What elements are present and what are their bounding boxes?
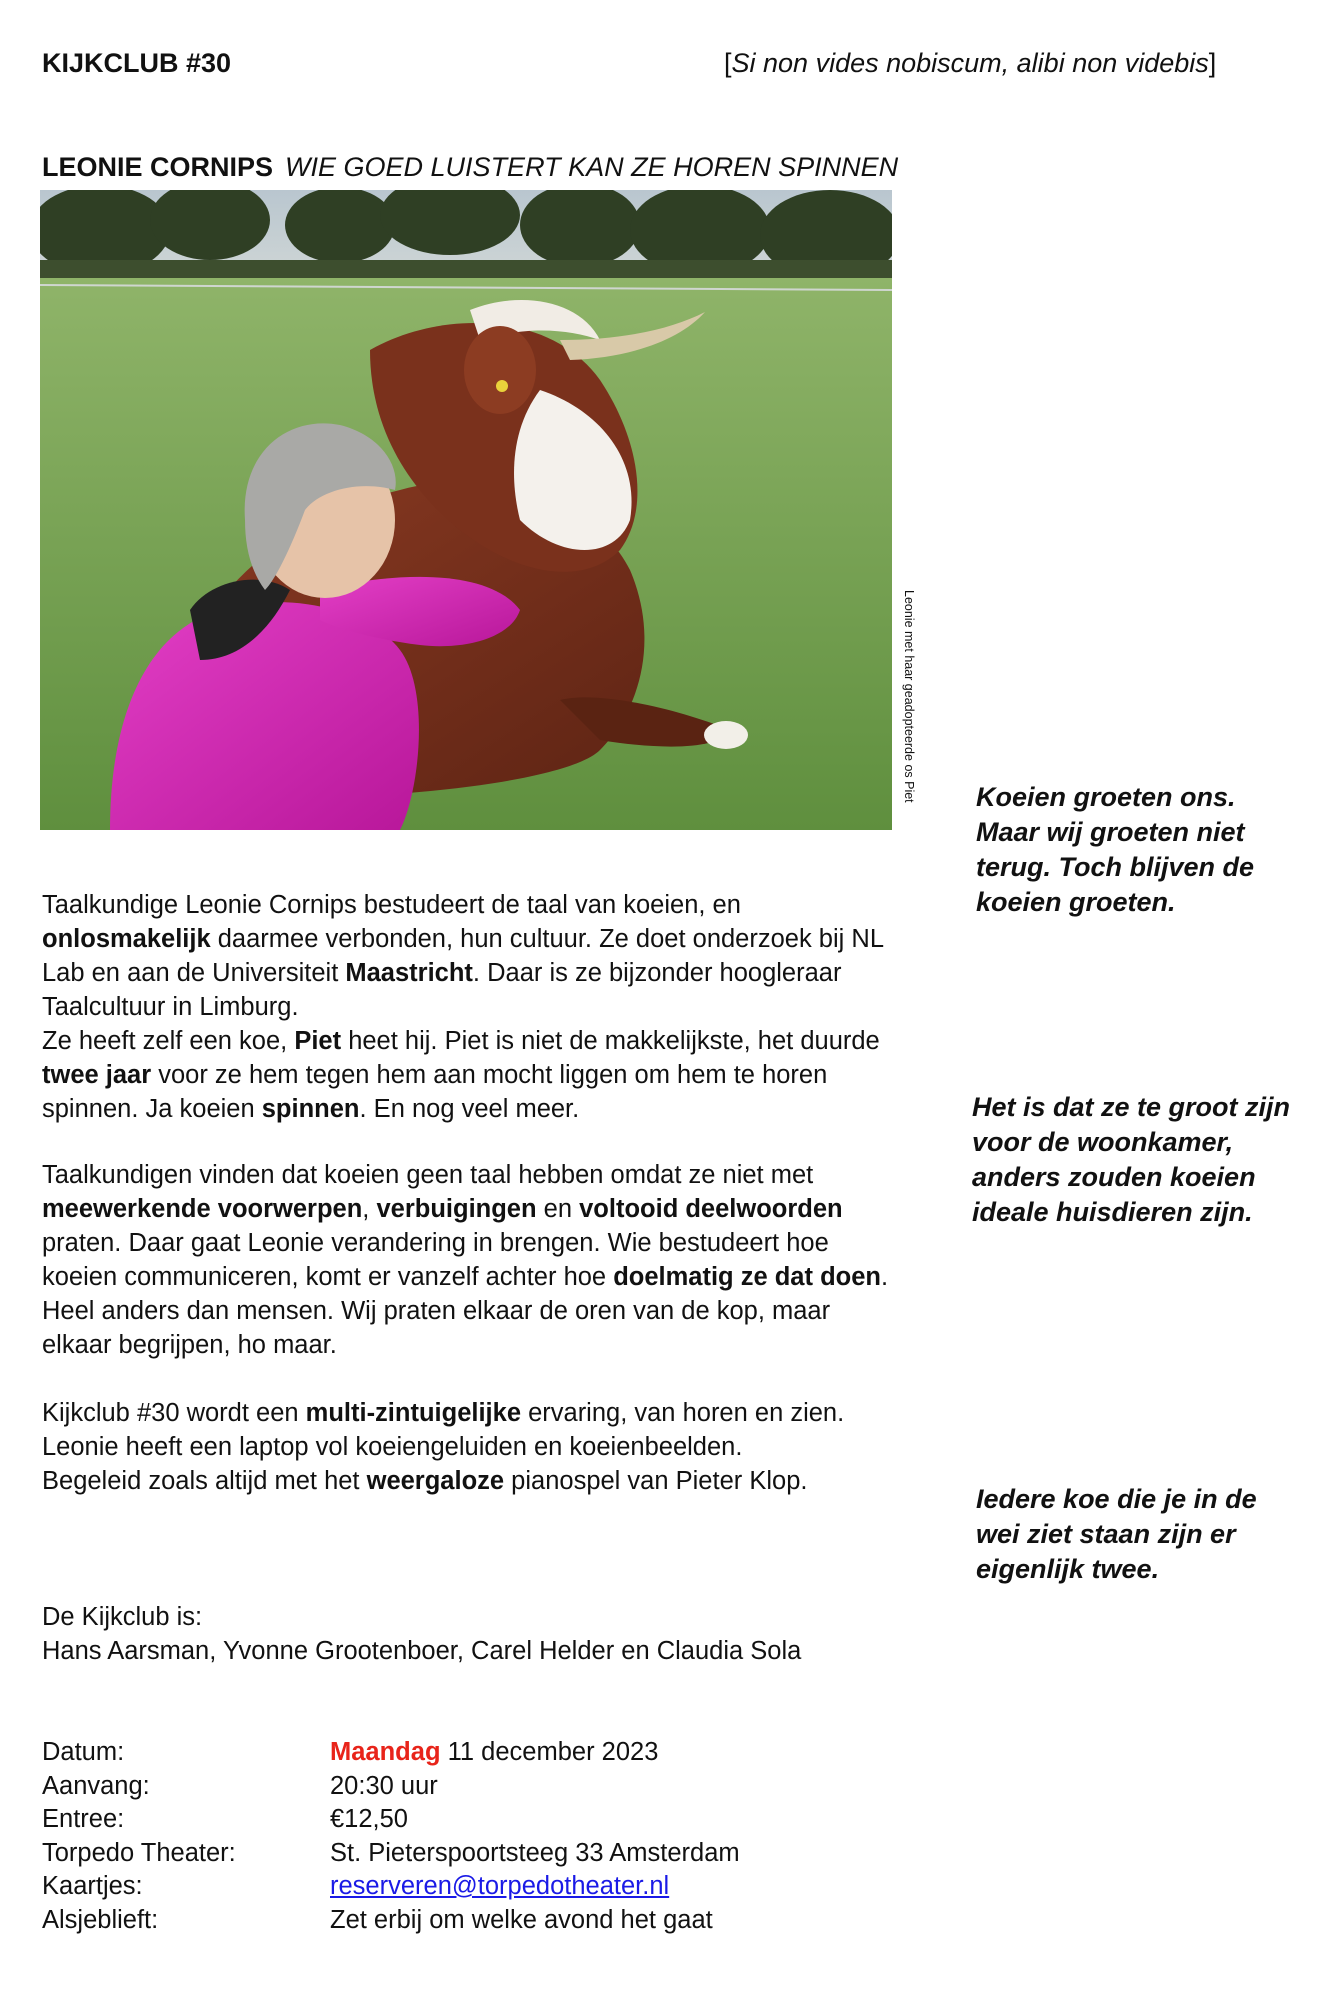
detail-row-entree (42, 1803, 740, 1837)
text-span: , (362, 1195, 377, 1223)
piano-text (42, 1464, 902, 1498)
detail-value: 20:30 uur (330, 1771, 438, 1800)
emphasis: spinnen (261, 1095, 360, 1123)
text-span: daarmee verbonden, hun cultuur. Ze doet onderzoek bij NL Lab en aan de Universiteit (42, 925, 884, 987)
motto-bracket-close: ] (1208, 48, 1217, 78)
emphasis: doelmatig ze dat doen (613, 1263, 881, 1291)
pull-quote-3: Iedere koe die je in de wei ziet staan zijn er eigenlijk twee. (976, 1484, 1257, 1584)
article-paragraph-2 (42, 1158, 902, 1362)
event-details (42, 1736, 740, 1937)
pull-quote-2: Het is dat ze te groot zijn voor de woonkamer, anders zouden koeien ideale huisdieren zijn. (972, 1092, 1291, 1227)
emphasis: Maastricht (345, 959, 473, 987)
motto (724, 48, 1216, 79)
detail-label: Datum: (42, 1738, 125, 1766)
detail-label: Torpedo Theater: (42, 1838, 236, 1867)
detail-label: Entree: (42, 1805, 125, 1833)
detail-label: Aanvang: (42, 1771, 150, 1800)
text-span: Ze heeft zelf een koe, (42, 1027, 295, 1055)
event-subtitle: WIE GOED LUISTERT KAN ZE HOREN SPINNEN (285, 152, 899, 182)
speaker-name: LEONIE CORNIPS (42, 152, 274, 182)
detail-label: Alsjeblieft: (42, 1905, 159, 1934)
text-span: heet hij. Piet is niet de makkelijkste, het duurde (341, 1027, 880, 1055)
detail-row-datum (42, 1736, 740, 1770)
headline (42, 152, 898, 183)
text-span: Taalkundige Leonie Cornips bestudeert de taal van koeien, en (42, 891, 741, 919)
text-span: Taalkundigen vinden dat koeien geen taal hebben omdat ze niet met (42, 1161, 814, 1189)
text-span: voor ze hem tegen hem aan mocht liggen om hem te horen spinnen. Ja koeien (42, 1061, 828, 1123)
detail-row-aanvang (42, 1770, 740, 1804)
intro-text (42, 888, 902, 1024)
emphasis: voltooid deelwoorden (579, 1195, 843, 1223)
emphasis: Piet (294, 1027, 342, 1055)
emphasis: multi-zintuigelijke (305, 1399, 521, 1427)
detail-value (330, 1736, 658, 1770)
text-span: . Heel anders dan mensen. Wij praten elkaar de oren van de kop, maar elkaar begrijpen, ho maar. (42, 1263, 889, 1359)
detail-value: €12,50 (330, 1805, 408, 1833)
text-span: praten. Daar gaat Leonie verandering in brengen. Wie bestudeert hoe koeien communiceren, komt er vanzelf achter hoe (42, 1229, 829, 1291)
article-paragraph-1 (42, 888, 902, 1126)
reservation-email-link[interactable]: reserveren@torpedotheater.nl (330, 1872, 670, 1900)
detail-value: Zet erbij om welke avond het gaat (330, 1905, 713, 1934)
pull-quote-1: Koeien groeten ons. Maar wij groeten niet terug. Toch blijven de koeien groeten. (976, 782, 1255, 917)
club-label: De Kijkclub is: (42, 1603, 203, 1631)
piet-text (42, 1024, 902, 1126)
linguists-text (42, 1158, 902, 1362)
article-paragraph-4 (42, 1600, 902, 1668)
text-span: en (536, 1195, 580, 1223)
emphasis: verbuigingen (376, 1195, 537, 1223)
laptop-text: Leonie heeft een laptop vol koeiengeluiden en koeienbeelden. (42, 1433, 743, 1461)
text-span: ervaring, van horen en zien. (521, 1399, 845, 1427)
text-span: . Daar is ze bijzonder hoogleraar Taalcultuur in Limburg. (42, 959, 842, 1021)
emphasis: twee jaar (42, 1061, 152, 1089)
photo-caption: Leonie met haar geadopteerde os Piet (902, 590, 916, 803)
detail-value: St. Pieterspoortsteeg 33 Amsterdam (330, 1838, 740, 1867)
text-span: Kijkclub #30 wordt een (42, 1399, 306, 1427)
emphasis: weergaloze (366, 1467, 505, 1495)
motto-bracket-open: [ (724, 48, 732, 78)
emphasis: meewerkende voorwerpen (42, 1195, 363, 1223)
text-span: pianospel van Pieter Klop. (504, 1467, 808, 1495)
detail-row-kaartjes (42, 1870, 740, 1904)
motto-text: Si non vides nobiscum, alibi non videbis (731, 48, 1209, 78)
emphasis: onlosmakelijk (42, 925, 211, 953)
detail-row-alsjeblieft (42, 1904, 740, 1938)
detail-row-theater (42, 1837, 740, 1871)
text-span: Begeleid zoals altijd met het (42, 1467, 367, 1495)
date-text: 11 december 2023 (440, 1738, 659, 1766)
cow-photo (40, 190, 892, 830)
article-paragraph-3 (42, 1396, 902, 1498)
weekday-highlight: Maandag (330, 1738, 441, 1766)
text-span: . En nog veel meer. (359, 1095, 580, 1123)
club-members: Hans Aarsman, Yvonne Grootenboer, Carel Helder en Claudia Sola (42, 1637, 802, 1665)
page-title: KIJKCLUB #30 (42, 48, 232, 78)
experience-text (42, 1396, 902, 1430)
detail-label: Kaartjes: (42, 1872, 143, 1900)
